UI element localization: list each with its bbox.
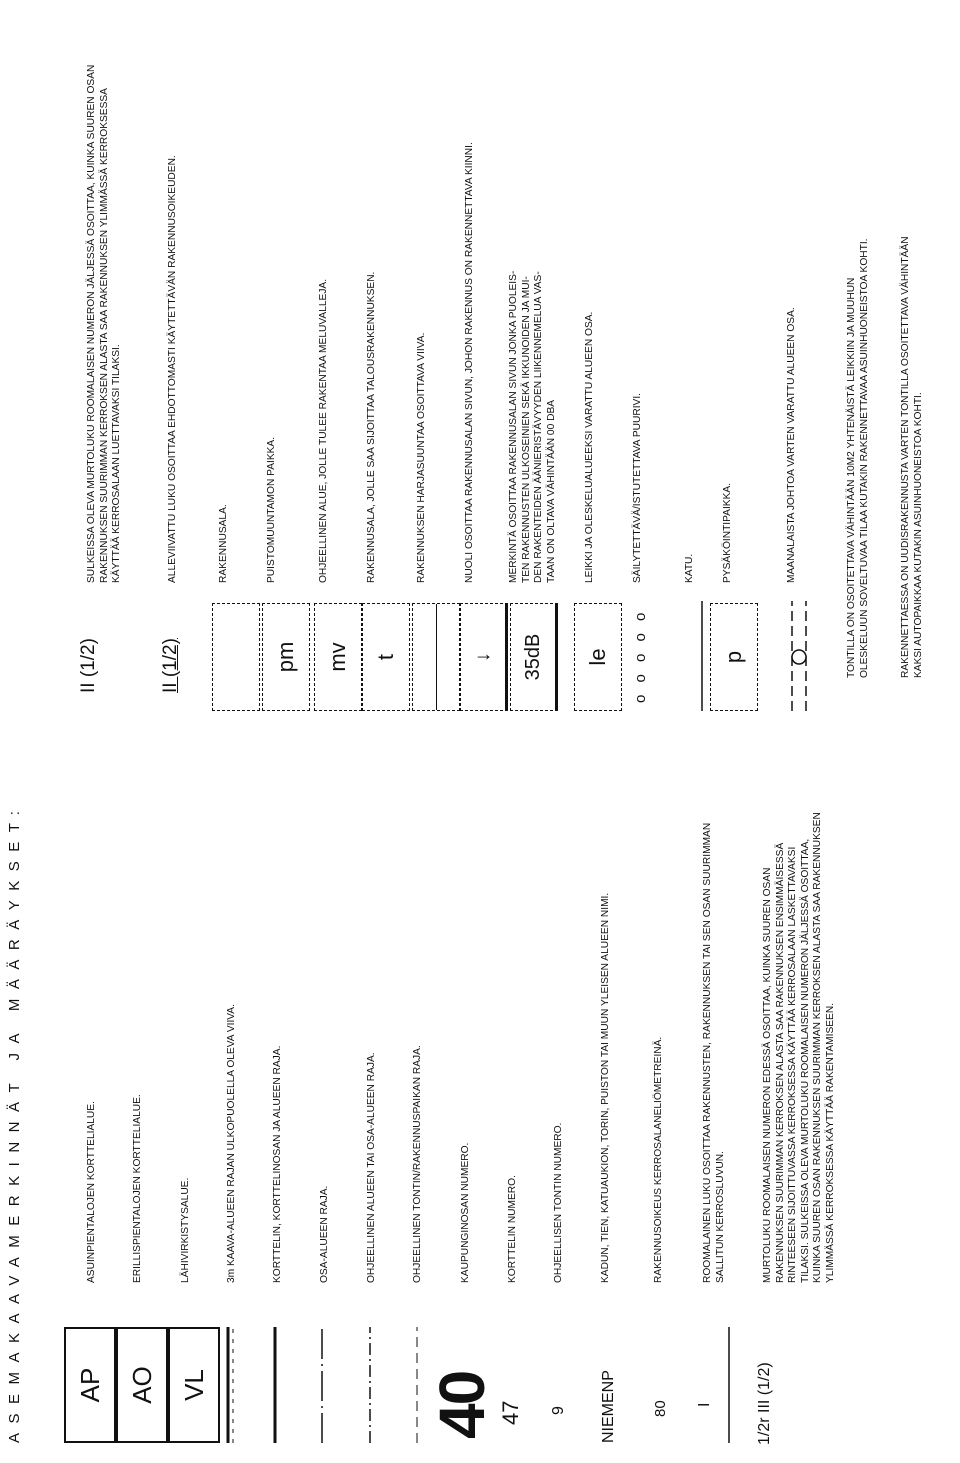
text-line: SULKEISSA OLEVA MURTOLUKU ROOMALAISEN NUMERON JÄLJESSÄ OSOITTAA, KUINKA SUUREN OSAN: [86, 64, 97, 583]
note-rakennettaessa: [900, 236, 925, 678]
text-ao: ERILLISPIENTALOJEN KORTTELIALUE.: [132, 1094, 143, 1283]
text-line: ROOMALAINEN LUKU OSOITTAA RAKENNUSTEN, RAKENNUKSEN TAI SEN OSAN SUURIMMAN: [702, 822, 713, 1283]
text-line: RINTEESEEN SIJOITTUVASSA KERROKSESSA KÄYTTÄÄ KERROSALAAN LASKETTAVAKSI: [787, 846, 799, 1283]
text-ap: ASUINPIENTALOJEN KORTTELIALUE.: [86, 1101, 97, 1283]
symbol-ii-alleviivattu: II (1/2): [160, 638, 181, 693]
symbol-murtoluku: 1/2r III (1/2): [756, 1362, 773, 1445]
text-kerrosala: RAKENNUSOIKEUS KERROSALANELIÖMETREINÄ.: [653, 1036, 664, 1283]
text-puurivi: SÄILYTETTÄVÄ/ISTUTETTAVA PUURIVI.: [632, 392, 643, 583]
text-line: KAKSI AUTOPAIKKAA KUTAKIN ASUINHUONEISTOA KOHTI.: [912, 392, 924, 678]
symbol-kerrosala: 80: [652, 1400, 669, 1417]
text-kortteli-nro: KORTTELIN NUMERO.: [507, 1175, 518, 1283]
text-ii-alleviivattu: ALLEVIIVATTU LUKU OSOITTAA EHDOTTOMASTI KÄYTETTÄVÄN RAKENNUSOIKEUDEN.: [167, 155, 178, 583]
text-ii-sulkeissa: [86, 65, 124, 583]
text-db: [508, 271, 558, 583]
text-line-osa: OSA-ALUEEN RAJA.: [319, 1185, 330, 1283]
text-line: RAKENNUKSEN SUURIMMAN KERROKSEN ALASTA SAA RAKENNUKSEN ENSIMMÄISESSÄ: [774, 842, 786, 1283]
text-line-ohj-tontti: OHJEELLINEN TONTIN/RAKENNUSPAIKAN RAJA.: [412, 1045, 423, 1283]
symbol-kerrosluku: I: [696, 1402, 713, 1407]
text-t: RAKENNUSALA, JOLLE SAA SIJOITTAA TALOUSRAKENNUKSEN.: [366, 271, 377, 583]
text-line: DEN RAKENTEIDEN ÄÄNIERISTÄVYYDEN LIIKENNEMELUA VAS-: [533, 271, 545, 583]
text-line-ohj-alue: OHJEELLINEN ALUEEN TAI OSA-ALUEEN RAJA.: [366, 1052, 377, 1283]
text-vl: LÄHIVIRKISTYSALUE.: [180, 1177, 191, 1283]
text-line: KUINKA SUUREN OSAN RAKENNUKSEN SUURIMMAN KERROKSEN ALASTA SAA RAKENNUKSEN: [812, 812, 824, 1283]
text-line: KÄYTTÄÄ KERROSALAAN LUETTAVAKSI TILAKSI.: [111, 344, 123, 583]
symbol-p: p: [721, 650, 746, 664]
text-line: TAAN ON OLTAVA VÄHINTÄÄN 00 DBA: [545, 399, 557, 583]
text-line: YLIMMÄSSÄ KERROKSESSA KÄYTTÄÄ RAKENTAMISEEN.: [824, 1002, 836, 1283]
symbol-kaupunginosa: 40: [426, 1371, 498, 1439]
symbol-kortteli-nro: 47: [498, 1400, 523, 1425]
symbol-nimi: NIEMENP: [600, 1370, 617, 1443]
text-line-kortteli: KORTTELIN, KORTTELINOSAN JA ALUEEN RAJA.: [272, 1045, 283, 1283]
symbol-puurivi: o o o o o: [632, 608, 649, 703]
symbol-p-box: [710, 603, 758, 711]
text-pm: PUISTOMUUNTAMON PAIKKA.: [266, 436, 277, 583]
symbol-pm: pm: [273, 641, 298, 673]
symbol-db: 35dB: [521, 633, 544, 681]
text-katu: KATU.: [684, 553, 695, 583]
text-line: TEN RAKENNUSTEN ULKOSEINIEN SEKÄ IKKUNOIDEN JA MUI-: [520, 276, 532, 583]
note-tontilla: [846, 239, 871, 679]
symbol-ao: AO: [126, 1366, 157, 1404]
johto-circle: [792, 650, 806, 664]
text-line: RAKENNUKSEN SUURIMMAN KERROKSEN ALASTA SAA RAKENNUKSEN YLIMMÄSSÄ KERROKSESSA: [98, 88, 110, 583]
text-le: LEIKKI JA OLESKELUALUEEKSI VARATTU ALUEEN OSA.: [584, 311, 595, 583]
text-line: OLESKELUUN SOVELTUVAA TILAA KUTAKIN RAKENNETTAVAA ASUINHUONEISTOA KOHTI.: [858, 238, 870, 678]
symbol-mv: mv: [325, 642, 350, 672]
page-heading: ASEMAKAAVAMERKINNÄT JA MÄÄRÄYKSET:: [6, 801, 23, 1443]
symbol-tontti-nro: 9: [550, 1406, 567, 1415]
text-line: MERKINTÄ OSOITTAA RAKENNUSALAN SIVUN JONKA PUOLEIS-: [508, 270, 519, 583]
text-kaupunginosa: KAUPUNGINOSAN NUMERO.: [460, 1142, 471, 1283]
text-line: TONTILLA ON OSOITETTAVA VÄHINTÄÄN 10M2 YHTENÄISTÄ LEIKKIIN JA MUUHUN: [846, 277, 857, 678]
symbol-t: t: [373, 653, 398, 661]
text-line: MURTOLUKU ROOMALAISEN NUMERON EDESSÄ OSOITTAA, KUINKA SUUREN OSAN: [762, 867, 773, 1283]
text-line: RAKENNETTAESSA ON UUDISRAKENNUSTA VARTEN TONTILLA OSOITETTAVA VÄHINTÄÄN: [900, 236, 911, 678]
text-tontti-nro: OHJEELLISEN TONTIN NUMERO.: [553, 1122, 564, 1283]
text-johto: MAANALAISTA JOHTOA VARTEN VARATTU ALUEEN OSA.: [786, 307, 797, 583]
symbol-vl: VL: [178, 1369, 209, 1401]
text-line: TILAKSI. SULKEISSA OLEVA MURTOLUKU ROOMALAISEN NUMERON JÄLJESSÄ OSOITTAA,: [799, 838, 811, 1283]
text-line-3m: 3m KAAVA-ALUEEN RAJAN ULKOPUOLELLA OLEVA VIIVA.: [226, 1004, 237, 1283]
text-p: PYSÄKÖINTIPAIKKA.: [722, 482, 733, 583]
symbol-le: le: [585, 648, 610, 666]
text-nimi: KADUN, TIEN, KATUAUKION, TORIN, PUISTON TAI MUUN YLEISEN ALUEEN NIMI.: [600, 892, 611, 1283]
text-rakennusala: RAKENNUSALA.: [218, 504, 229, 583]
text-harjasuunta: RAKENNUKSEN HARJASUUNTAA OSOITTAVA VIIVA.: [416, 332, 427, 583]
text-nuoli: NUOLI OSOITTAA RAKENNUSALAN SIVUN, JOHON RAKENNUS ON RAKENNETTAVA KIINNI.: [464, 142, 475, 583]
text-line: SALLITUN KERROSLUVUN.: [714, 1151, 726, 1283]
symbol-ii-sulkeissa: II (1/2): [78, 638, 99, 693]
arrow-down-icon: ↓: [471, 652, 494, 662]
symbol-ap: AP: [74, 1367, 105, 1403]
text-mv: OHJEELLINEN ALUE, JOLLE TULEE RAKENTAA MELUVALLEJA.: [318, 278, 329, 583]
